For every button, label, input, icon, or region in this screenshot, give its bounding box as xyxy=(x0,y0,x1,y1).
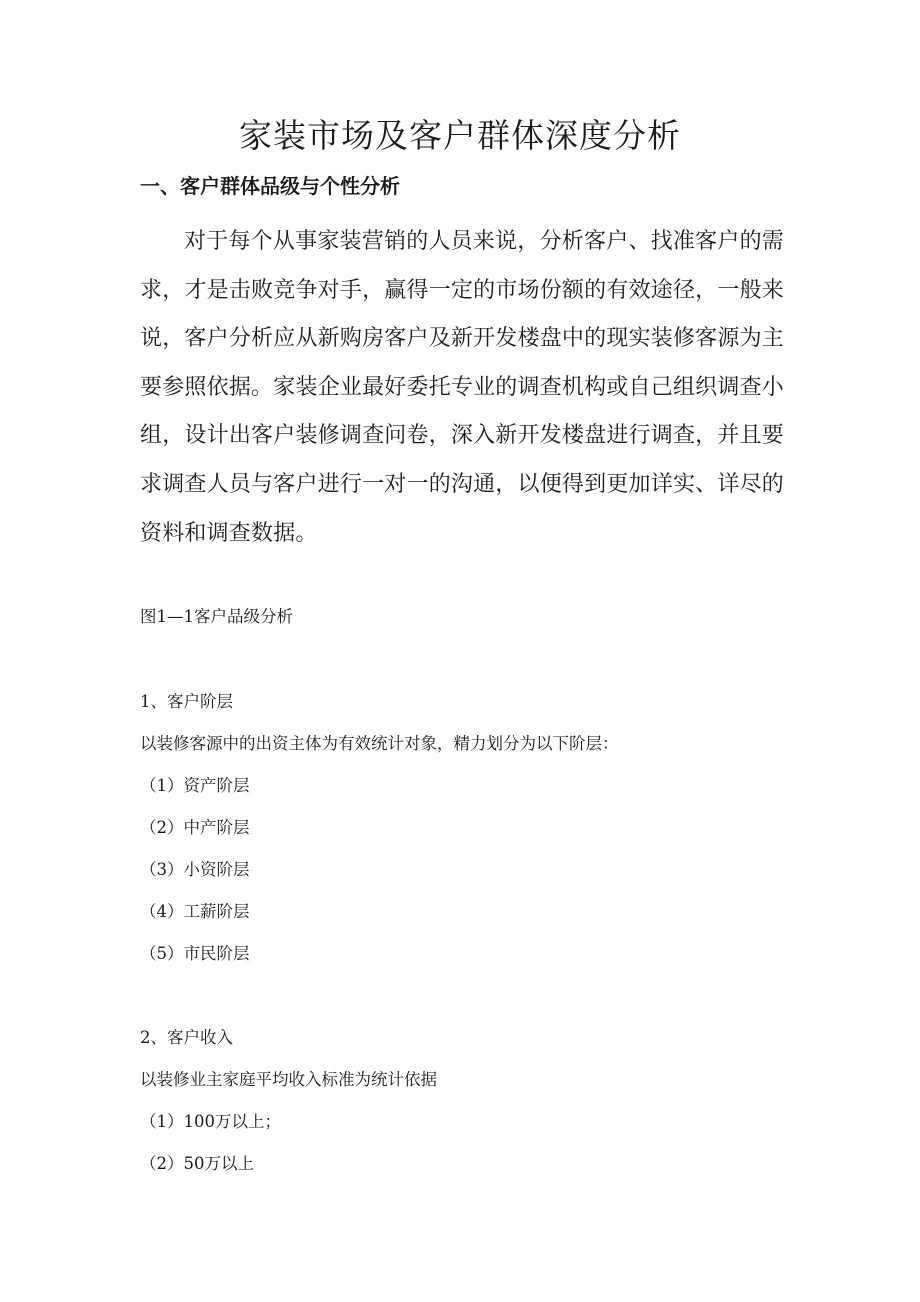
stratum-item: （3）小资阶层 xyxy=(140,860,250,879)
stratum-item: （5）市民阶层 xyxy=(140,944,250,963)
income-description: 以装修业主家庭平均收入标准为统计依据 xyxy=(140,1070,437,1089)
stratum-item: （4）工薪阶层 xyxy=(140,902,250,921)
section-heading: 一、客户群体品级与个性分析 xyxy=(140,174,400,198)
income-heading: 2、客户收入 xyxy=(140,1028,233,1047)
income-item: （2）50万以上 xyxy=(140,1154,254,1173)
intro-paragraph: 对于每个从事家装营销的人员来说，分析客户、找准客户的需求，才是击败竞争对手，赢得一定的市场份额的有效途径，一般来说，客户分析应从新购房客户及新开发楼盘中的现实装修客源为主要参照依据。家装企业最好委托专业的调查机构或自己组织调查小组，设计出客户装修调查问卷，深入新开发楼盘进行调查，并且要求调查人员与客户进行一对一的沟通，以便得到更加详实、详尽的资料和调查数据。 xyxy=(140,229,784,546)
stratum-item: （1）资产阶层 xyxy=(140,776,250,795)
stratum-heading: 1、客户阶层 xyxy=(140,692,233,711)
stratum-item: （2）中产阶层 xyxy=(140,818,250,837)
income-item: （1）100万以上； xyxy=(140,1112,281,1131)
figure-caption: 图1—1客户品级分析 xyxy=(140,607,293,626)
document-title: 家装市场及客户群体深度分析 xyxy=(239,116,681,155)
stratum-description: 以装修客源中的出资主体为有效统计对象，精力划分为以下阶层： xyxy=(140,734,619,753)
